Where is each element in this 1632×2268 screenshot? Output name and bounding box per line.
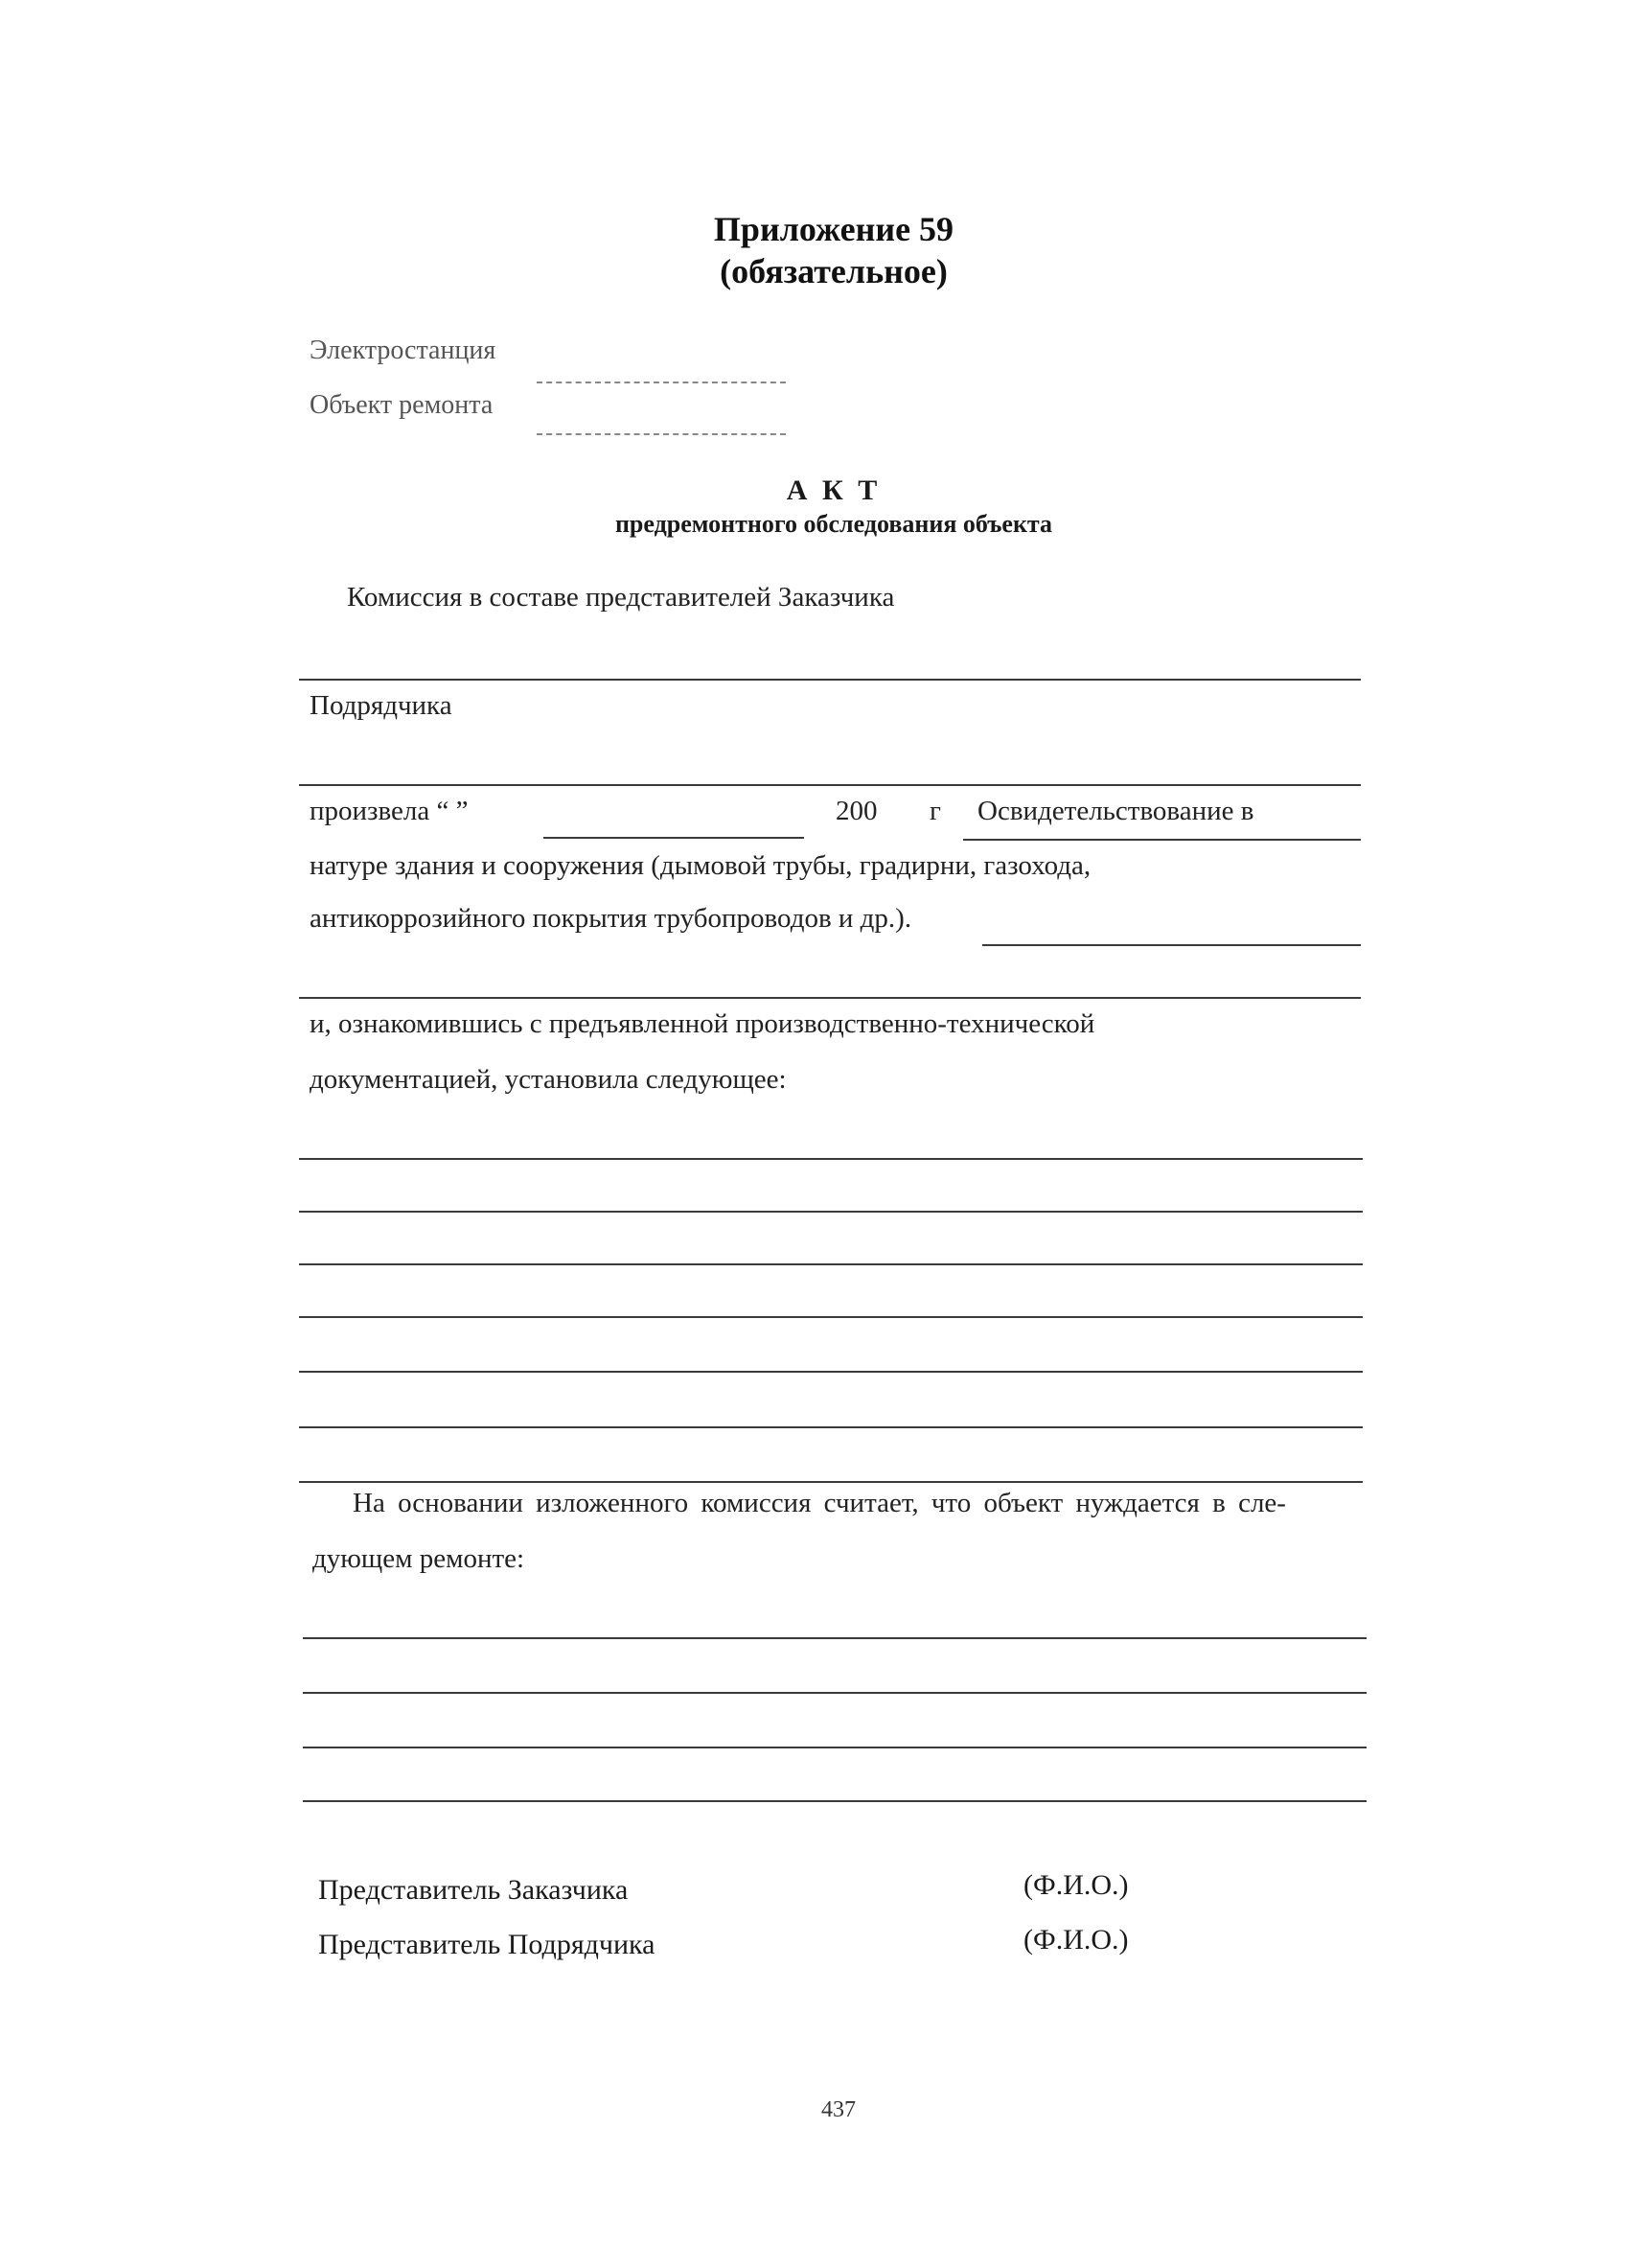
performed-date-field bbox=[543, 837, 804, 839]
repair-line bbox=[303, 1692, 1367, 1694]
inspection-underline bbox=[963, 839, 1361, 841]
appendix-title: Приложение 59 bbox=[713, 210, 954, 248]
repair-object-field bbox=[537, 433, 786, 435]
power-station-field bbox=[537, 382, 786, 383]
findings-line bbox=[299, 1263, 1363, 1265]
customer-fio-label: (Ф.И.О.) bbox=[1023, 1869, 1129, 1901]
findings-line bbox=[299, 1371, 1363, 1373]
contractor-fill-line bbox=[299, 784, 1361, 786]
findings-line bbox=[299, 1316, 1363, 1318]
act-title: А К Т bbox=[786, 474, 882, 506]
findings-line bbox=[299, 1481, 1363, 1483]
power-station-label: Электростанция bbox=[310, 336, 496, 365]
repair-line bbox=[303, 1747, 1367, 1748]
page-number: 437 bbox=[821, 2097, 856, 2122]
year-suffix: г bbox=[930, 796, 941, 826]
repair-line bbox=[303, 1800, 1367, 1802]
appendix-status: (обязательное) bbox=[720, 252, 948, 290]
conclusion-line-2: дующем ремонте: bbox=[312, 1543, 525, 1574]
act-subtitle: предремонтного обследования объекта bbox=[614, 510, 1053, 538]
year-label: 200 bbox=[836, 796, 878, 826]
coating-fill-line bbox=[982, 944, 1361, 946]
contractor-fio-label: (Ф.И.О.) bbox=[1023, 1924, 1129, 1956]
repair-line bbox=[303, 1637, 1367, 1639]
coating-line: антикоррозийного покрытия трубопроводов и др.). bbox=[310, 903, 912, 934]
commission-text: Комиссия в составе представителей Заказчика bbox=[347, 582, 895, 613]
customer-representative-label: Представитель Заказчика bbox=[318, 1874, 629, 1906]
repair-object-label: Объект ремонта bbox=[310, 390, 494, 420]
findings-line bbox=[299, 1211, 1363, 1213]
contractor-representative-label: Представитель Подрядчика bbox=[318, 1929, 655, 1960]
inspection-label: Освидетельствование в bbox=[977, 796, 1254, 826]
performed-date-label: произвела “ ” bbox=[310, 796, 469, 826]
findings-line bbox=[299, 1426, 1363, 1428]
commission-fill-line bbox=[299, 679, 1361, 681]
conclusion-line-1: На основании изложенного комиссия считает, что объект нуждается в сле- bbox=[353, 1488, 1286, 1518]
documentation-line: документацией, установила следующее: bbox=[310, 1064, 787, 1095]
nature-line: натуре здания и сооружения (дымовой трубы, градирни, газохода, bbox=[310, 850, 1092, 881]
contractor-label: Подрядчика bbox=[310, 690, 452, 721]
familiarized-line: и, ознакомившись с предъявленной производственно-технической bbox=[310, 1008, 1095, 1039]
object-fill-line bbox=[299, 997, 1361, 999]
findings-line bbox=[299, 1158, 1363, 1160]
